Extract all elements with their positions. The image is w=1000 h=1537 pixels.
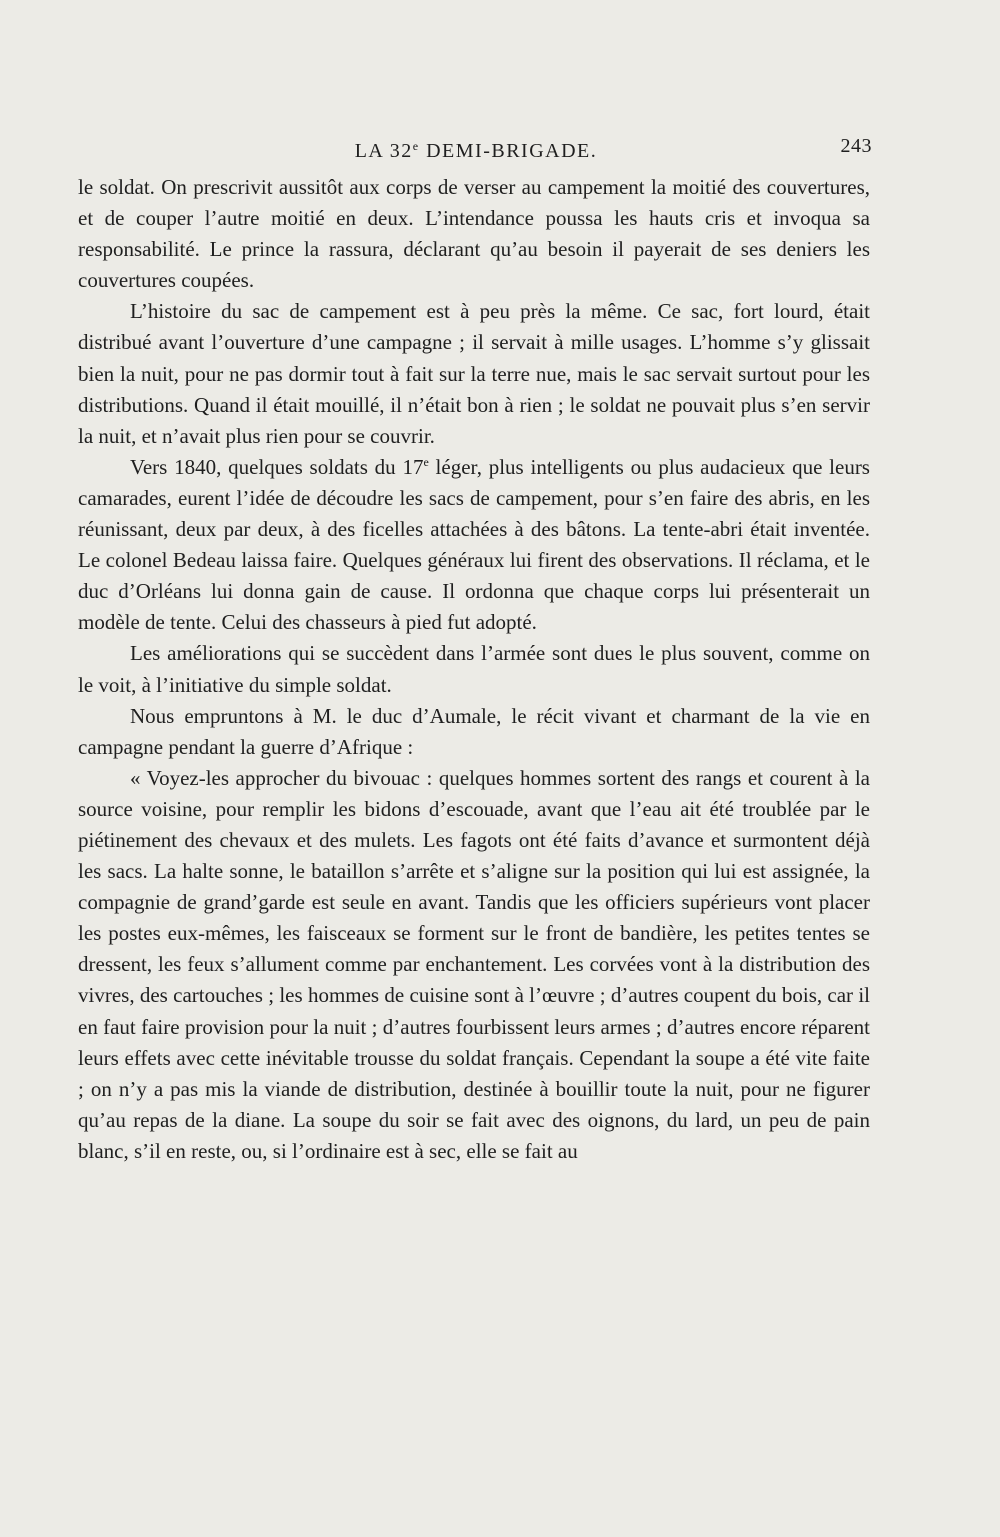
paragraph-3-rest: léger, plus intelligents ou plus audacieux que leurs camarades, eurent l’idée de découdre les sacs de campement, pour s’en faire des abris, en les réunissant, deux par deux, à des ficelles attachées à des bâtons. La tente-abri était inventée. Le colonel Bedeau laissa faire. Quelques généraux lui firent des observations. Il réclama, et le duc d’Orléans lui donna gain de cause. Il ordonna que chaque corps lui présenterait un modèle de tente. Celui des chasseurs à pied fut adopté. <box>78 454 870 635</box>
running-title-rest: DEMI-BRIGADE. <box>419 140 598 162</box>
paragraph-5: Nous empruntons à M. le duc d’Aumale, le récit vivant et charmant de la vie en campagne pendant la guerre d’Afrique : <box>78 703 870 759</box>
paragraph-3 <box>78 452 870 639</box>
paragraph-1: le soldat. On prescrivit aussitôt aux corps de verser au campement la moitié des couvertures, et de couper l’autre moitié en deux. L’intendance poussa les hauts cris et invoqua sa responsabilité. Le prince la rassura, déclarant qu’au besoin il payerait de ses deniers les couvertures coupées. <box>78 175 870 293</box>
body-text <box>78 172 870 1167</box>
paragraph-3-start: Vers 1840, quelques soldats du 17 <box>130 454 424 479</box>
running-title <box>80 131 872 166</box>
paragraph-6-quote: « Voyez-les approcher du bivouac : quelques hommes sortent des rangs et courent à la source voisine, pour remplir les bidons d’escouade, avant que l’eau ait été troublée par le piétinement des chevaux et des mulets. Les fagots ont été faits d’avance et surmontent déjà les sacs. La halte sonne, le bataillon s’arrête et s’aligne sur la position qui lui est assignée, la compagnie de grand’garde est seule en avant. Tandis que les officiers supérieurs vont placer les postes eux-mêmes, les faisceaux se forment sur le front de bandière, les petites tentes se dressent, les feux s’allument comme par enchantement. Les corvées vont à la distribution des vivres, des cartouches ; les hommes de cuisine sont à l’œuvre ; d’autres coupent du bois, car il en faut faire provision pour la nuit ; d’autres fourbissent leurs armes ; d’autres encore réparent leurs effets avec cette inévitable trousse du soldat français. Cependant la soupe a été vite faite ; on n’y a pas mis la viande de distribution, destinée à bouillir toute la nuit, pour ne figurer qu’au repas de la diane. La soupe du soir se fait avec des oignons, du lard, un peu de pain blanc, s’il en reste, ou, si l’ordinaire est à sec, elle se fait au <box>78 765 870 1163</box>
paragraph-2: L’histoire du sac de campement est à peu près la même. Ce sac, fort lourd, était distribué avant l’ouverture d’une campagne ; il servait à mille usages. L’homme s’y glissait bien la nuit, pour ne pas dormir tout à fait sur la terre nue, mais le sac servait surtout pour les distributions. Quand il était mouillé, il n’était bon à rien ; le soldat ne pouvait plus s’en servir la nuit, et n’avait plus rien pour se couvrir. <box>78 299 870 448</box>
running-title-text: LA 32 <box>354 140 413 162</box>
running-title-superscript: e <box>412 139 420 153</box>
page-header <box>80 131 872 161</box>
paragraph-3-superscript: e <box>423 454 429 469</box>
page-number: 243 <box>840 135 872 157</box>
paragraph-4: Les améliorations qui se succèdent dans l’armée sont dues le plus souvent, comme on le voit, à l’initiative du simple soldat. <box>78 641 870 697</box>
